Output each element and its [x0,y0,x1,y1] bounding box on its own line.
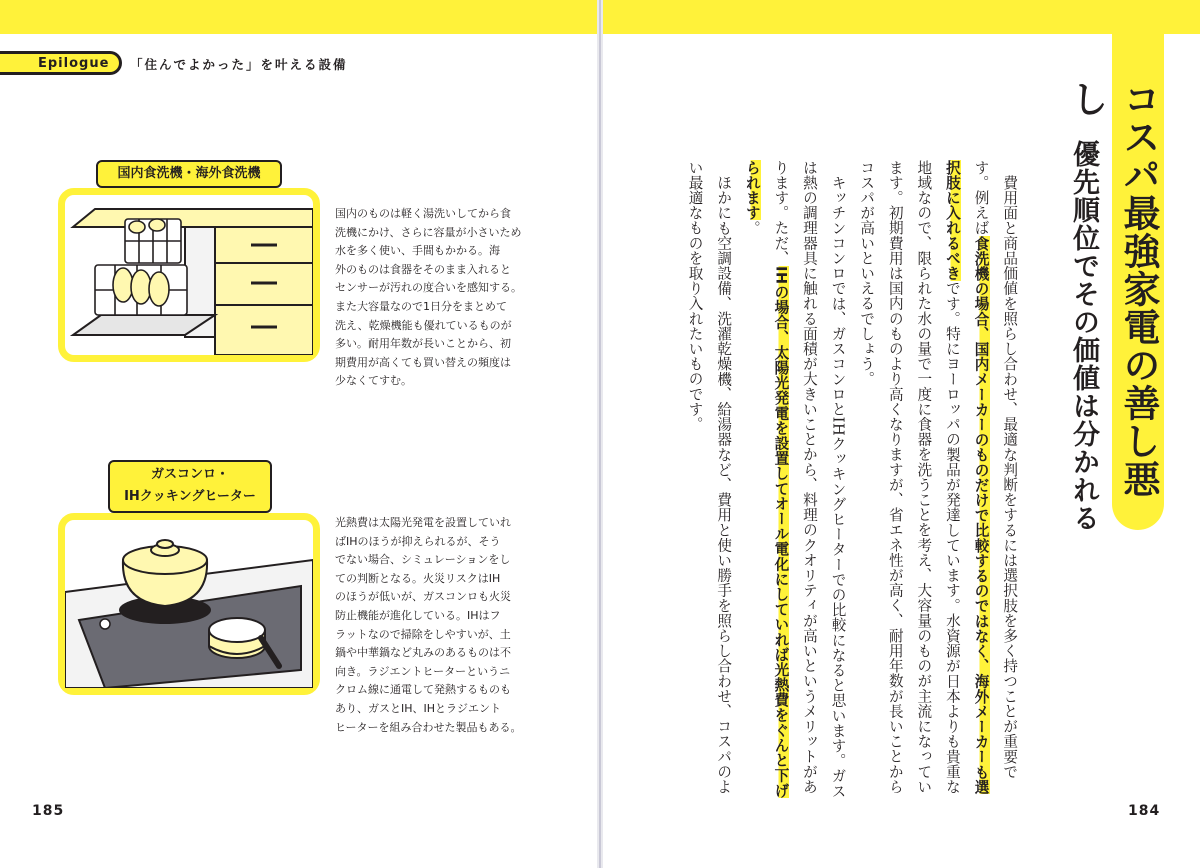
stove-desc-line: 防止機能が進化している。IHはフ [335,608,501,622]
book-spine-line [599,0,601,868]
stove-desc-line: ヒーターを組み合わせた製品もある。 [335,720,522,734]
dishwasher-label: 国内食洗機・海外食洗機 [96,160,282,188]
body-text-run: 。 [743,220,761,236]
dishwasher-desc-line: 水を多く使い、手間もかかる。海 [335,244,500,258]
stove-label-line: IHクッキングヒーター [124,489,256,504]
body-text-run: 費用面と商品価値を照らし合わせ、最適な判断をするには選択肢を多く持つことが重要です。例えば [972,160,1019,780]
body-text-run: です。特にヨーロッパの製品が発達しています。水資源が日本よりも貴重な地域なので、限られた水の量で一度に食器を洗うことを考え、大容量のものが主流になっています。初期費用は国内のものより高くなりますが、省エネ性が高く、耐用年数が長いことからコスパが高いといえるでしょう。 [858,160,961,795]
stove-desc-line: ばIHのほうが抑えられるが、そう [335,534,501,548]
dishwasher-desc-line: また大容量なので1日分をまとめて [335,299,507,313]
dishwasher-desc-line: 多い。耐用年数が長いことから、初 [335,337,511,351]
dishwasher-description [335,205,535,391]
dishwasher-desc-line: 外のものは食器をそのまま入れると [335,262,511,276]
dishwasher-desc-line: 洗え、乾燥機能も優れているものが [335,318,512,332]
stove-desc-line: でない場合、シミュレーションをし [335,553,511,567]
body-paragraph-1 [852,160,1024,800]
stove-desc-line: のほうが低いが、ガスコンロも火災 [335,590,511,604]
stove-desc-line: ラットなので掃除をしやすいが、土 [335,627,511,641]
stove-illustration [65,520,313,688]
dishwasher-desc-line: センサーが汚れの度合いを感知する。 [335,281,522,295]
dishwasher-illustration [65,195,313,355]
stove-label-line: ガスコンロ・ [150,467,229,482]
body-text-run: ほかにも空調設備、洗濯乾燥機、給湯器など、費用と使い勝手を照らし合わせ、コスパのよい最適なものを取り入れたいものです。 [686,160,733,795]
page-number-right: 184 [1128,803,1161,819]
dishwasher-illustration-frame [58,188,320,362]
page-number-left: 185 [32,803,65,819]
body-text-run: キッチンコンロでは、ガスコンロとIHクッキングヒーターでの比較になると思います。ガスは熱の調理器具に触れる面積が大きいことから、料理のクオリティが高いというメリットがあります。ただ、 [772,160,847,799]
dishwasher-desc-line: 期費用が高くても買い替えの頻度は [335,355,511,369]
stove-desc-line: ての判断となる。火災リスクはIH [335,571,501,585]
chapter-title: コスパ最強家電の善し悪し [1112,12,1164,530]
dishwasher-desc-line: 洗機にかけ、さらに容量が小さいため [335,225,522,239]
body-paragraph-3 [680,160,737,800]
body-paragraph-2 [737,160,851,800]
stove-desc-line: 鍋や中華鍋など丸みのあるものは不 [335,646,511,660]
stove-illustration-frame [58,513,320,695]
dishwasher-desc-line: 国内のものは軽く湯洗いしてから食 [335,207,511,220]
chapter-subtitle: 優先順位でその価値は分かれる [1068,140,1099,532]
stove-label [108,460,272,513]
stove-desc-line: あり、ガスとIH、IHとラジエント [335,701,502,715]
top-band-left [0,0,597,34]
highlight-text: 食洗機の場合、国内メーカーのものだけで比較するのではなく、海外メーカーも選択肢に入れるべき [943,160,990,795]
body-text [680,160,1023,800]
section-tag: Epilogue [0,51,122,75]
stove-desc-line: 向き。ラジエントヒーターというニ [335,664,511,678]
stove-desc-line: クロム線に通電して発熱するものも [335,683,511,697]
stove-desc-line: 光熱費は太陽光発電を設置していれ [335,516,511,529]
section-title: 「住んでよかった」を叶える設備 [130,57,348,72]
highlight-text: IHの場合、太陽光発電を設置してオール電化にしていれば光熱費をぐんと下げられます [743,160,790,798]
stove-description [335,514,535,737]
top-band-right [603,0,1200,34]
dishwasher-desc-line: 少なくてすむ。 [335,374,412,388]
